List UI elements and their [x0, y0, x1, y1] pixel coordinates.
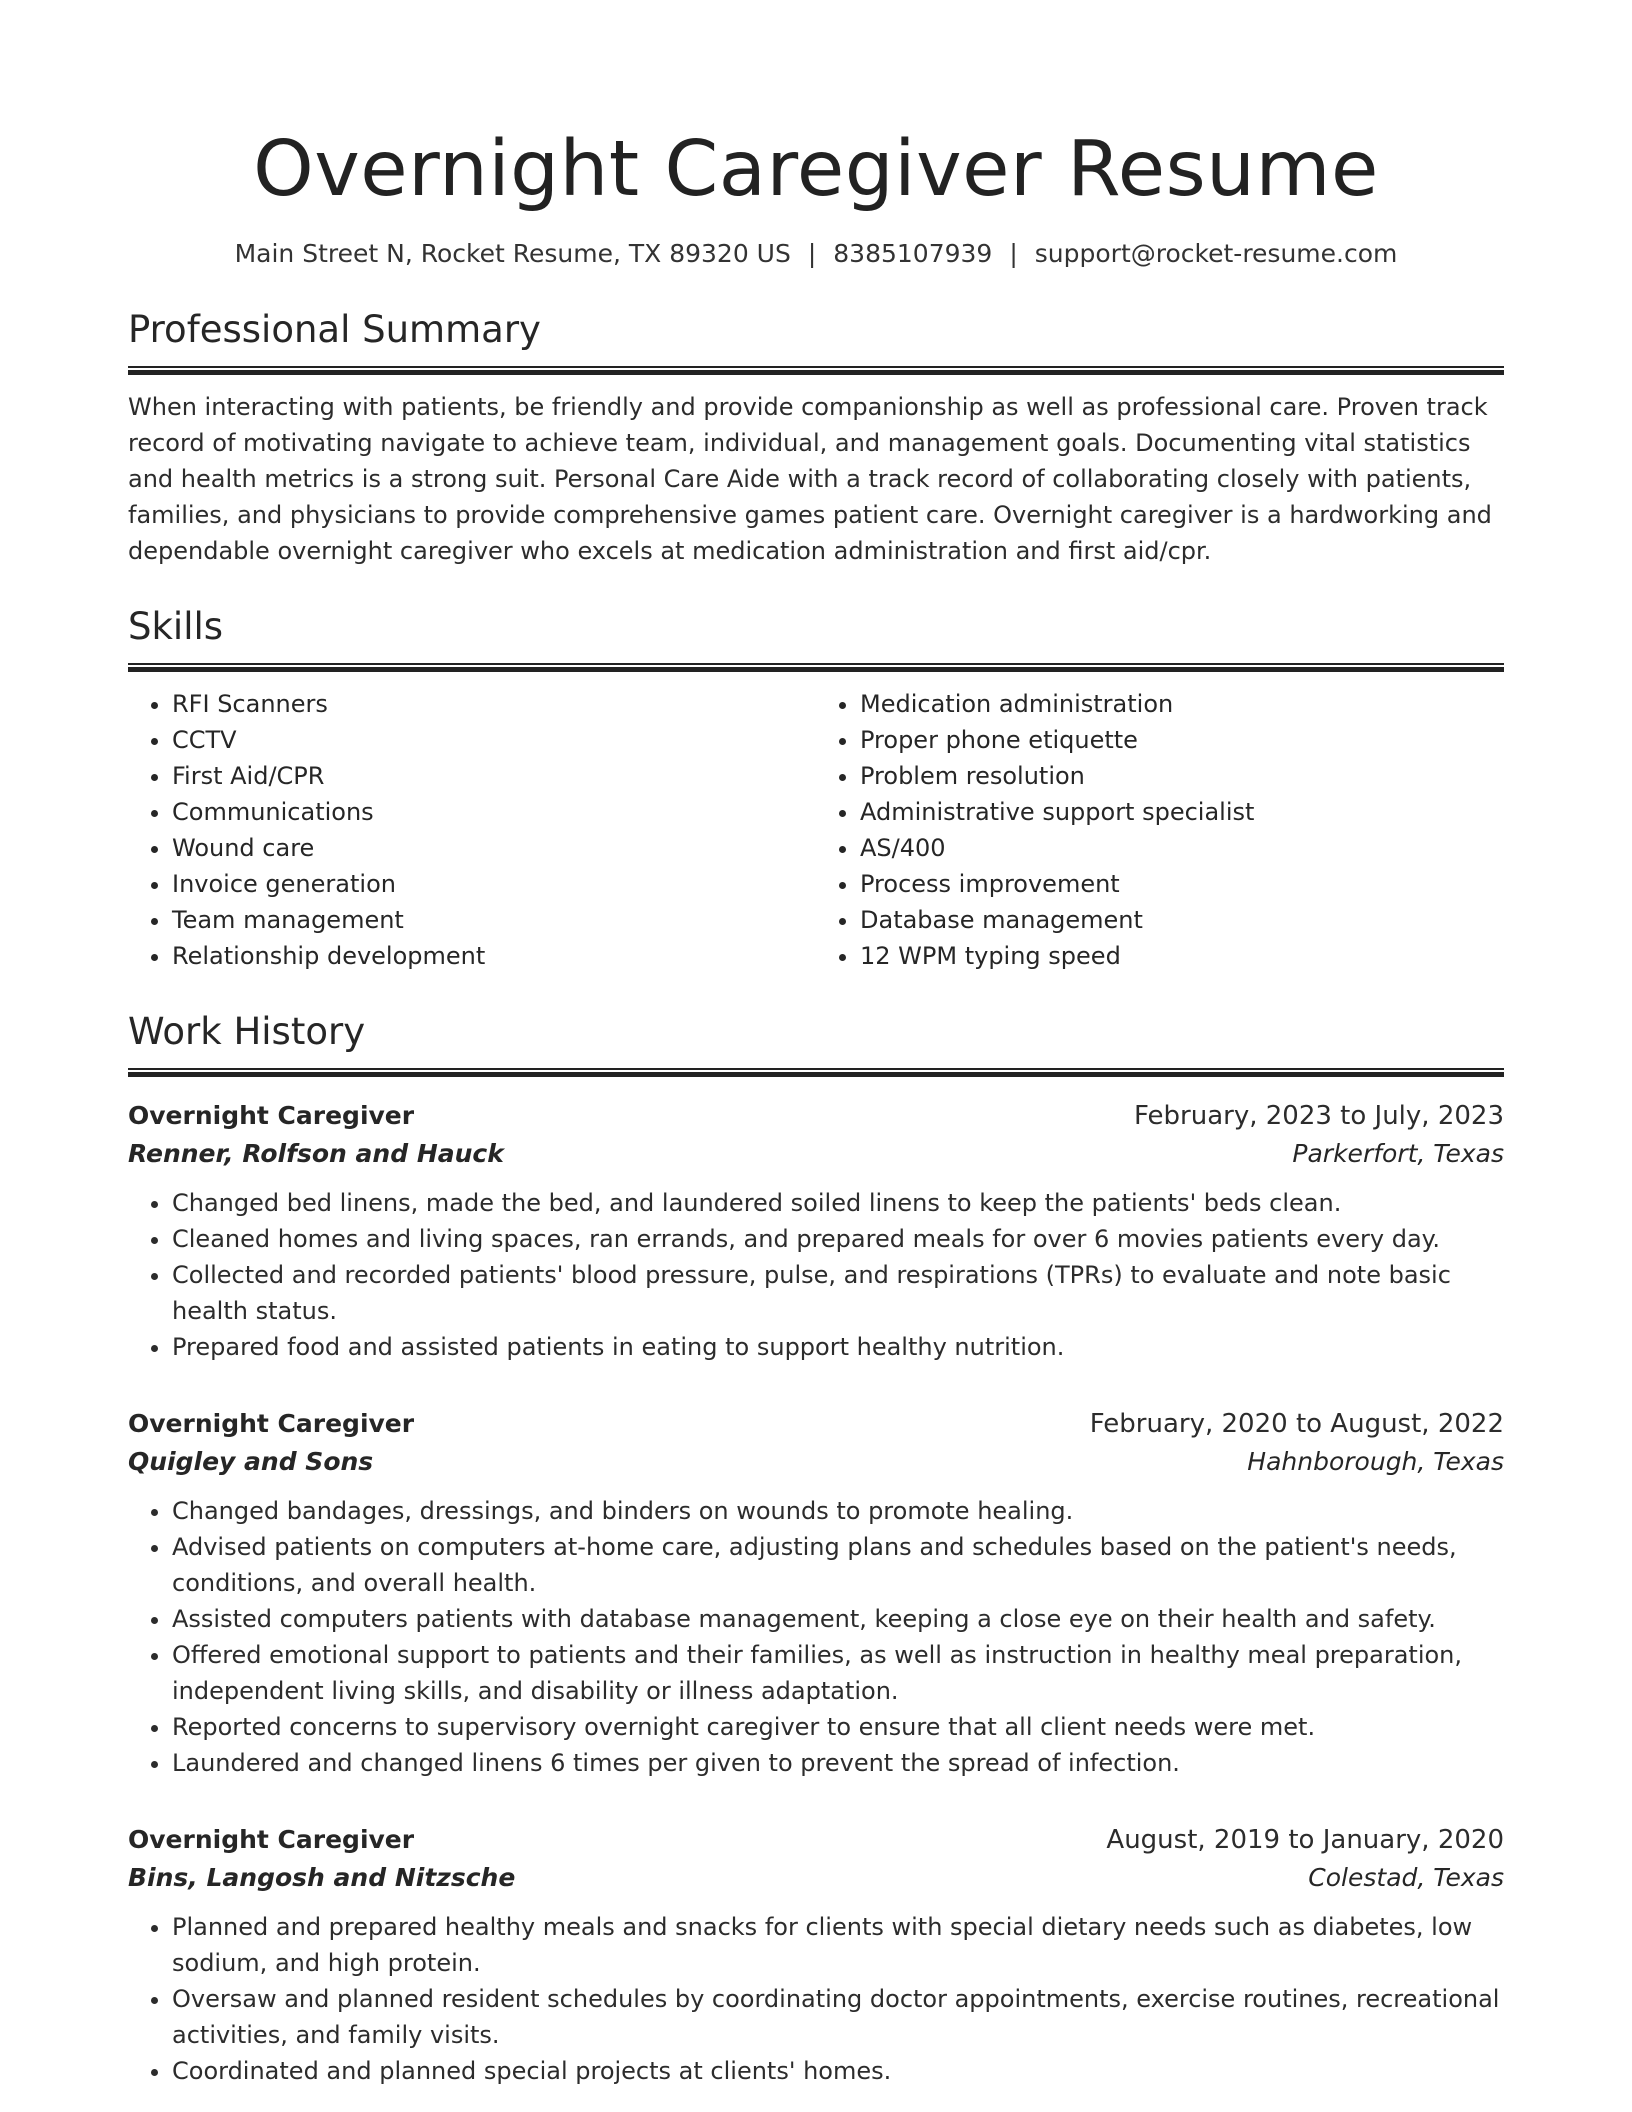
job-header-row — [128, 1097, 1504, 1135]
job-bullet: • Changed bandages, dressings, and binders on wounds to promote healing. — [172, 1493, 1504, 1529]
job-company-row — [128, 1135, 1504, 1173]
job-bullet: • Oversaw and planned resident schedules by coordinating doctor appointments, exercise routines, recreational activities, and family visits. — [172, 1981, 1504, 2053]
job-bullet: • Coordinated and planned special projects at clients' homes. — [172, 2053, 1504, 2089]
contact-line — [128, 236, 1504, 272]
job-entry — [128, 1405, 1504, 1781]
summary-text: When interacting with patients, be friendly and provide companionship as well as professional care. Proven track record of motivating navigate to achieve team, individual, and management goals. Documenting vital statistics and health metrics is a strong suit. Personal Care Aide with a track record of collaborating closely with patients, families, and physicians to provide comprehensive games patient care. Overnight caregiver is a hardworking and dependable overnight caregiver who excels at medication administration and first aid/cpr. — [128, 393, 1492, 565]
job-title: Overnight Caregiver — [128, 1101, 415, 1130]
skill-item: • Medication administration — [860, 686, 1504, 722]
resume-title: Overnight Caregiver Resume — [253, 125, 1379, 214]
job-entry — [128, 1821, 1504, 2089]
section-divider — [128, 366, 1504, 375]
job-company-row — [128, 1443, 1504, 1481]
section-heading-skills: Skills — [128, 605, 224, 648]
contact-address: Main Street N, Rocket Resume, TX 89320 US — [234, 239, 791, 268]
job-dates: February, 2023 to July, 2023 — [1134, 1101, 1504, 1131]
job-dates: February, 2020 to August, 2022 — [1089, 1409, 1504, 1439]
job-dates: August, 2019 to January, 2020 — [1106, 1825, 1504, 1855]
contact-separator: | — [1009, 239, 1018, 268]
job-company: Bins, Langosh and Nitzsche — [128, 1863, 516, 1892]
job-location: Colestad, Texas — [1308, 1863, 1504, 1892]
skill-item: • 12 WPM typing speed — [860, 938, 1504, 974]
job-bullet: • Changed bed linens, made the bed, and laundered soiled linens to keep the patients' beds clean. — [172, 1185, 1504, 1221]
job-location: Parkerfort, Texas — [1292, 1139, 1504, 1168]
contact-separator: | — [807, 239, 817, 268]
job-bullet: • Collected and recorded patients' blood pressure, pulse, and respirations (TPRs) to evaluate and note basic health status. — [172, 1257, 1504, 1329]
skill-item: • Administrative support specialist — [860, 794, 1504, 830]
skills-list-right — [816, 686, 1504, 974]
professional-summary-section — [128, 306, 1504, 569]
section-heading-work-history: Work History — [128, 1010, 366, 1053]
job-bullet: • Assisted computers patients with database management, keeping a close eye on their health and safety. — [172, 1601, 1504, 1637]
skill-item: • RFI Scanners — [172, 686, 816, 722]
job-bullet: • Reported concerns to supervisory overnight caregiver to ensure that all client needs were met. — [172, 1709, 1504, 1745]
job-header-row — [128, 1821, 1504, 1859]
skills-section — [128, 603, 1504, 974]
job-bullet: • Prepared food and assisted patients in eating to support healthy nutrition. — [172, 1329, 1504, 1365]
skill-item: • Communications — [172, 794, 816, 830]
section-divider — [128, 1068, 1504, 1077]
skill-item: • Team management — [172, 902, 816, 938]
job-bullets — [128, 1185, 1504, 1365]
skill-item: • Relationship development — [172, 938, 816, 974]
work-history-section — [128, 1008, 1504, 2089]
skill-item: • Wound care — [172, 830, 816, 866]
job-bullet: • Planned and prepared healthy meals and snacks for clients with special dietary needs such as diabetes, low sodium, and high protein. — [172, 1909, 1504, 1981]
skill-item: • Invoice generation — [172, 866, 816, 902]
job-bullets — [128, 1909, 1504, 2089]
job-bullets — [128, 1493, 1504, 1781]
section-heading-summary: Professional Summary — [128, 308, 541, 351]
job-bullet: • Advised patients on computers at-home care, adjusting plans and schedules based on the patient's needs, conditions, and overall health. — [172, 1529, 1504, 1601]
job-location: Hahnborough, Texas — [1247, 1447, 1504, 1476]
job-bullet: • Laundered and changed linens 6 times per given to prevent the spread of infection. — [172, 1745, 1504, 1781]
contact-email: support@rocket-resume.com — [1034, 239, 1398, 268]
skill-item: • Problem resolution — [860, 758, 1504, 794]
job-title: Overnight Caregiver — [128, 1409, 415, 1438]
skill-item: • First Aid/CPR — [172, 758, 816, 794]
job-company-row — [128, 1859, 1504, 1897]
section-divider — [128, 663, 1504, 672]
job-header-row — [128, 1405, 1504, 1443]
skill-item: • CCTV — [172, 722, 816, 758]
job-entry — [128, 1097, 1504, 1365]
job-company: Quigley and Sons — [128, 1447, 374, 1476]
contact-phone: 8385107939 — [833, 239, 993, 268]
skill-item: • Database management — [860, 902, 1504, 938]
job-bullet: • Cleaned homes and living spaces, ran errands, and prepared meals for over 6 movies patients every day. — [172, 1221, 1504, 1257]
job-title: Overnight Caregiver — [128, 1825, 415, 1854]
skills-columns — [128, 686, 1504, 974]
job-bullet: • Offered emotional support to patients and their families, as well as instruction in healthy meal preparation, independent living skills, and disability or illness adaptation. — [172, 1637, 1504, 1709]
skill-item: • Proper phone etiquette — [860, 722, 1504, 758]
skill-item: • AS/400 — [860, 830, 1504, 866]
job-company: Renner, Rolfson and Hauck — [128, 1139, 504, 1168]
resume-page — [128, 0, 1504, 2089]
skill-item: • Process improvement — [860, 866, 1504, 902]
skills-list-left — [128, 686, 816, 974]
